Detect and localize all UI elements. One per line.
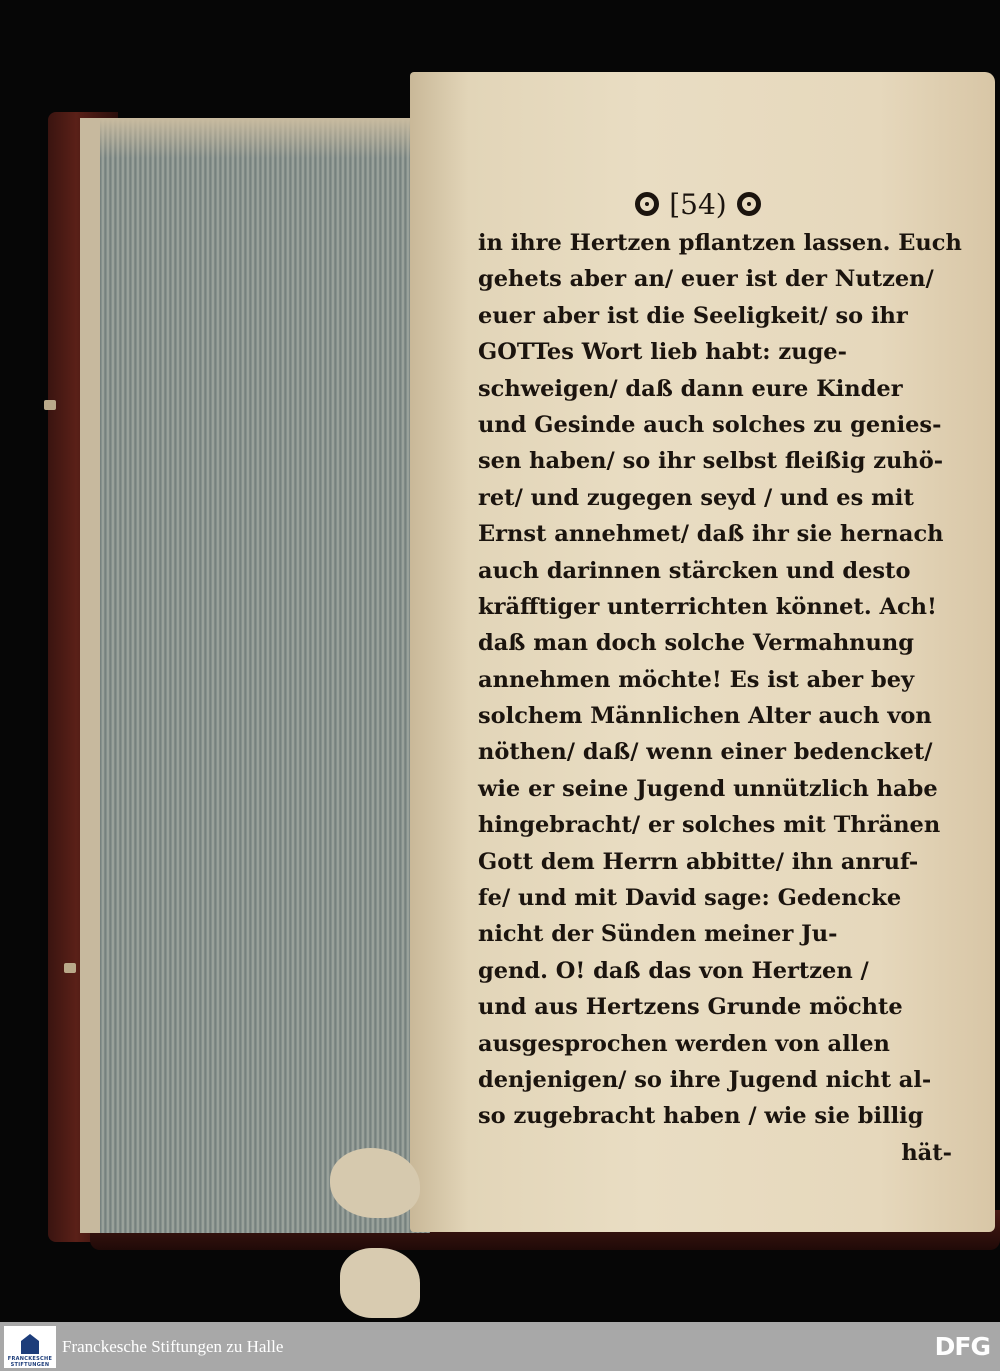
text-line: und aus Hertzens Grunde möchte	[478, 994, 903, 1021]
clasp-top	[44, 400, 56, 410]
text-line: GOTTes Wort lieb habt: zuge-	[478, 339, 847, 366]
text-line: Ernst annehmet/ daß ihr sie hernach	[478, 521, 944, 548]
text-line: sen haben/ so ihr selbst fleißig zuhö-	[478, 448, 944, 475]
page-number: [54)	[669, 187, 727, 221]
text-line: euer aber ist die Seeligkeit/ so ihr	[478, 302, 908, 329]
page-text	[478, 183, 968, 1171]
logo-text: FRANCKESCHE STIFTUNGEN	[7, 1356, 53, 1368]
text-line: gend. O! daß das von Hertzen /	[478, 957, 869, 984]
text-line: auch darinnen stärcken und desto	[478, 557, 911, 584]
text-line: nicht der Sünden meiner Ju-	[478, 921, 838, 948]
text-line: in ihre Hertzen pflantzen lassen. Euch	[478, 230, 962, 256]
text-line: solchem Männlichen Alter auch von	[478, 703, 932, 730]
clasp-bottom	[64, 963, 76, 973]
text-line: ret/ und zugegen seyd / und es mit	[478, 484, 914, 511]
text-lines	[478, 225, 968, 1171]
ornament-left-icon	[635, 192, 659, 216]
text-line: denjenigen/ so ihre Jugend nicht al-	[478, 1066, 932, 1093]
text-line: daß man doch solche Vermahnung	[478, 630, 914, 657]
page-stack-edges	[80, 118, 430, 1233]
text-line: nöthen/ daß/ wenn einer bedencket/	[478, 739, 933, 766]
dfg-logo[interactable]: DFG	[934, 1332, 990, 1361]
institution-name[interactable]: Franckesche Stiftungen zu Halle	[62, 1337, 284, 1356]
ornament-right-icon	[737, 192, 761, 216]
text-line: hät-	[901, 1139, 952, 1166]
text-line: so zugebracht haben / wie sie billig	[478, 1103, 924, 1130]
text-line: gehets aber an/ euer ist der Nutzen/	[478, 266, 934, 293]
text-line: und Gesinde auch solches zu genies-	[478, 411, 942, 438]
text-line: Gott dem Herrn abbitte/ ihn anruf-	[478, 848, 919, 875]
text-line: kräfftiger unterrichten könnet. Ach!	[478, 593, 937, 620]
page-header	[508, 183, 888, 225]
text-line: schweigen/ daß dann eure Kinder	[478, 375, 903, 402]
text-line: annehmen möchte! Es ist aber bey	[478, 666, 915, 693]
franckesche-logo[interactable]	[4, 1326, 56, 1368]
crest-icon	[21, 1334, 39, 1354]
text-line: hingebracht/ er solches mit Thränen	[478, 812, 941, 839]
viewer-footer	[0, 1322, 1000, 1371]
text-line: ausgesprochen werden von allen	[478, 1030, 890, 1057]
text-line: fe/ und mit David sage: Gedencke	[478, 885, 902, 912]
text-line: wie er seine Jugend unnützlich habe	[478, 775, 938, 802]
